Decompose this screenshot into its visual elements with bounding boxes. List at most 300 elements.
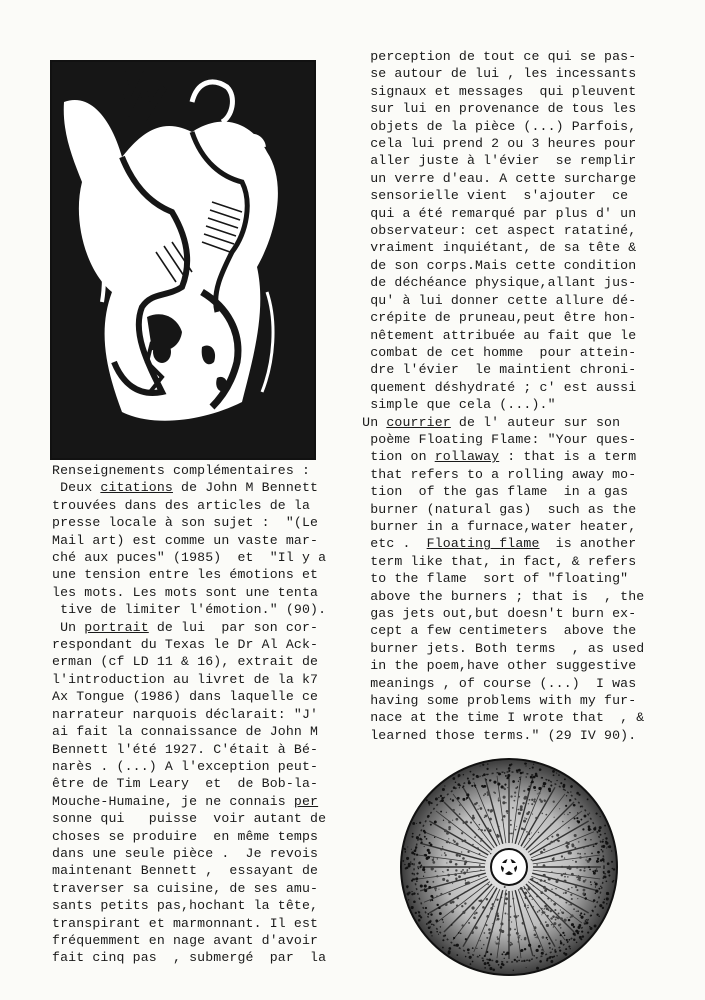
seal-stipple-dot (432, 881, 434, 883)
seal-stipple-dot (446, 812, 447, 813)
seal-stipple-dot (508, 919, 510, 921)
seal-stipple-dot (448, 838, 449, 839)
seal-stipple-dot (477, 847, 479, 849)
seal-stipple-dot (434, 837, 435, 838)
seal-stipple-dot (577, 932, 579, 934)
seal-stipple-dot (533, 800, 535, 802)
seal-stipple-dot (484, 955, 486, 957)
seal-stipple-dot (416, 880, 418, 882)
seal-stipple-dot (508, 940, 510, 942)
seal-stipple-dot (445, 854, 447, 856)
seal-stipple-dot (520, 805, 523, 808)
seal-stipple-dot (598, 888, 600, 890)
seal-stipple-dot (556, 955, 557, 956)
seal-stipple-dot (424, 871, 425, 872)
seal-stipple-dot (572, 860, 573, 861)
seal-stipple-dot (479, 940, 481, 942)
seal-stipple-dot (531, 878, 533, 880)
seal-stipple-dot (569, 939, 571, 941)
seal-stipple-dot (547, 939, 548, 940)
seal-stipple-dot (497, 782, 500, 785)
text-line (52, 810, 337, 827)
text-line (346, 118, 646, 135)
seal-stipple-dot (479, 955, 480, 956)
seal-stipple-dot (441, 797, 443, 799)
seal-stipple-dot (493, 906, 494, 907)
seal-stipple-dot (442, 871, 443, 872)
text-line (346, 535, 646, 552)
seal-stipple-dot (567, 941, 568, 942)
seal-stipple-dot (411, 906, 414, 909)
seal-stipple-dot (435, 890, 437, 892)
text-line (346, 292, 646, 309)
seal-stipple-dot (579, 853, 581, 855)
seal-stipple-dot (592, 870, 594, 872)
seal-stipple-dot (549, 947, 551, 949)
seal-stipple-dot (504, 772, 505, 773)
seal-stipple-dot (431, 924, 433, 926)
seal-stipple-dot (551, 836, 553, 838)
seal-stipple-dot (548, 877, 551, 880)
seal-stipple-dot (424, 836, 426, 838)
seal-stipple-dot (458, 932, 460, 934)
seal-stipple-dot (585, 859, 587, 861)
seal-stipple-dot (570, 903, 572, 905)
seal-stipple-dot (531, 799, 533, 801)
text-line (52, 566, 337, 583)
seal-stipple-dot (564, 876, 566, 878)
seal-stipple-dot (473, 916, 476, 919)
seal-stipple-dot (517, 956, 518, 957)
seal-stipple-dot (567, 846, 568, 847)
seal-stipple-dot (612, 868, 614, 870)
seal-stipple-dot (462, 840, 464, 842)
seal-stipple-dot (576, 942, 578, 944)
seal-stipple-dot (597, 870, 599, 872)
seal-stipple-dot (532, 814, 533, 815)
seal-stipple-dot (608, 846, 610, 848)
seal-stipple-dot (531, 859, 533, 861)
text-line (52, 688, 337, 705)
text-run: qui a été remarqué par plus d' un (346, 205, 637, 221)
seal-stipple-dot (518, 781, 519, 782)
seal-stipple-dot (497, 915, 499, 917)
seal-stipple-dot (472, 844, 474, 846)
seal-stipple-dot (583, 889, 586, 892)
text-line (346, 170, 646, 187)
seal-stipple-dot (421, 841, 423, 843)
seal-stipple-dot (448, 867, 450, 869)
text-line (346, 65, 646, 82)
seal-stipple-dot (590, 927, 593, 930)
seal-stipple-dot (509, 764, 512, 767)
seal-stipple-dot (431, 867, 433, 869)
seal-stipple-dot (540, 851, 543, 854)
seal-stipple-dot (517, 915, 519, 917)
seal-stipple-dot (537, 911, 539, 913)
seal-stipple-dot (549, 956, 552, 959)
seal-stipple-dot (558, 774, 560, 776)
text-line (346, 361, 646, 378)
text-run: sonne qui puisse voir autant de (52, 811, 327, 827)
seal-stipple-dot (532, 899, 533, 900)
seal-stipple-dot (487, 828, 489, 830)
seal-stipple-dot (526, 831, 528, 833)
text-run: transpirant et marmonnant. Il est (52, 915, 319, 931)
seal-stipple-dot (446, 832, 449, 835)
seal-stipple-dot (493, 791, 495, 793)
text-line (52, 741, 337, 758)
seal-stipple-dot (559, 808, 560, 809)
seal-stipple-dot (605, 837, 607, 839)
seal-stipple-dot (531, 832, 532, 833)
seal-stipple-dot (490, 809, 493, 812)
seal-stipple-dot (576, 889, 578, 891)
seal-stipple-dot (498, 964, 500, 966)
seal-stipple-dot (599, 904, 602, 907)
seal-stipple-dot (516, 960, 517, 961)
seal-stipple-dot (514, 792, 516, 794)
seal-stipple-dot (504, 958, 505, 959)
seal-stipple-dot (547, 897, 549, 899)
seal-stipple-dot (565, 953, 568, 956)
seal-stipple-dot (488, 932, 490, 934)
seal-stipple-dot (498, 826, 499, 827)
seal-stipple-dot (481, 829, 483, 831)
text-run: Mouche-Humaine, je ne connais (52, 793, 294, 809)
seal-stipple-dot (585, 879, 587, 881)
seal-stipple-dot (568, 946, 570, 948)
seal-stipple-dot (596, 813, 598, 815)
seal-stipple-dot (489, 779, 491, 781)
seal-stipple-dot (464, 902, 466, 904)
seal-stipple-dot (501, 819, 503, 821)
text-run: sants petits pas,hochant la tête, (52, 898, 319, 914)
seal-stipple-dot (608, 893, 610, 895)
seal-stipple-dot (521, 939, 522, 940)
seal-stipple-dot (510, 942, 512, 944)
seal-stipple-dot (545, 814, 547, 816)
seal-stipple-dot (463, 774, 464, 775)
seal-stipple-dot (484, 967, 486, 969)
seal-stipple-dot (556, 834, 559, 837)
seal-stipple-dot (589, 926, 591, 928)
seal-stipple-dot (471, 931, 474, 934)
seal-stipple-dot (457, 897, 459, 899)
text-run: etc . (346, 536, 427, 552)
seal-stipple-dot (434, 887, 437, 890)
seal-stipple-dot (558, 924, 560, 926)
text-run: une tension entre les émotions et (52, 567, 319, 583)
seal-stipple-dot (565, 790, 566, 791)
text-run: in the poem,have other suggestive (346, 658, 637, 674)
text-run: sensorielle vient s'ajouter ce (346, 188, 629, 204)
seal-stipple-dot (486, 951, 488, 953)
seal-stipple-dot (503, 815, 506, 818)
seal-stipple-dot (451, 924, 453, 926)
seal-stipple-dot (525, 896, 528, 899)
text-run: gas jets out,but doesn't burn ex- (346, 606, 637, 621)
seal-stipple-dot (447, 869, 449, 871)
seal-stipple-dot (461, 832, 463, 834)
seal-stipple-dot (557, 917, 560, 920)
seal-stipple-dot (547, 838, 549, 840)
seal-stipple-dot (584, 839, 586, 841)
seal-stipple-dot (512, 898, 514, 900)
seal-stipple-dot (442, 939, 444, 941)
seal-stipple-dot (406, 857, 409, 860)
seal-stipple-dot (476, 775, 479, 778)
text-run: observateur: cet aspect ratatiné, (346, 223, 637, 239)
seal-stipple-dot (604, 876, 607, 879)
seal-stipple-dot (465, 821, 468, 824)
seal-stipple-dot (455, 782, 457, 784)
seal-stipple-dot (479, 805, 480, 806)
seal-stipple-dot (530, 776, 533, 779)
seal-stipple-dot (427, 856, 430, 859)
seal-stipple-dot (590, 884, 591, 885)
seal-stipple-dot (565, 805, 567, 807)
seal-stipple-dot (476, 802, 478, 804)
seal-stipple-dot (539, 866, 540, 867)
seal-stipple-dot (591, 853, 593, 855)
seal-stipple-dot (544, 905, 547, 908)
seal-stipple-dot (564, 814, 565, 815)
seal-stipple-dot (557, 840, 559, 842)
seal-stipple-dot (428, 801, 431, 804)
seal-stipple-dot (603, 871, 605, 873)
seal-stipple-dot (448, 893, 451, 896)
seal-stipple-dot (527, 905, 528, 906)
seal-stipple-dot (492, 896, 493, 897)
seal-stipple-dot (411, 863, 413, 865)
seal-stipple-dot (443, 871, 444, 872)
seal-stipple-dot (518, 769, 521, 772)
seal-stipple-dot (543, 848, 545, 850)
seal-stipple-dot (424, 884, 427, 887)
seal-stipple-dot (519, 935, 520, 936)
seal-stipple-dot (540, 879, 543, 882)
text-run: perception de tout ce qui se pas- (346, 49, 637, 64)
seal-stipple-dot (412, 873, 414, 875)
text-line (52, 862, 337, 879)
seal-stipple-dot (587, 798, 589, 800)
seal-stipple-dot (462, 869, 464, 871)
text-run: traverser sa cuisine, de ses amu- (52, 880, 319, 896)
seal-stipple-dot (560, 942, 563, 945)
seal-stipple-dot (430, 931, 433, 934)
seal-stipple-dot (424, 888, 425, 889)
seal-stipple-dot (551, 824, 552, 825)
text-run: that refers to a rolling away mo- (346, 466, 637, 482)
seal-stipple-dot (496, 768, 498, 770)
seal-stipple-dot (575, 861, 577, 863)
seal-stipple-dot (481, 948, 482, 949)
text-run: quement déshydraté ; c' est aussi (346, 379, 637, 395)
text-run: dre l'évier le maintient chroni- (346, 362, 637, 378)
seal-stipple-dot (481, 838, 482, 839)
seal-stipple-dot (546, 959, 548, 961)
seal-stipple-dot (544, 889, 547, 892)
seal-stipple-dot (485, 924, 487, 926)
seal-stipple-dot (438, 797, 439, 798)
text-run: de lui par son cor- (148, 619, 319, 635)
seal-stipple-dot (563, 784, 566, 787)
seal-stipple-dot (415, 846, 417, 848)
text-line (346, 327, 646, 344)
seal-stipple-dot (580, 806, 582, 808)
seal-stipple-dot (461, 851, 462, 852)
seal-stipple-dot (539, 798, 541, 800)
seal-stipple-dot (456, 854, 459, 857)
seal-stipple-dot (602, 841, 604, 843)
linocut-figure-image (50, 60, 316, 460)
seal-stipple-dot (520, 772, 523, 775)
seal-stipple-dot (444, 934, 446, 936)
seal-stipple-dot (440, 795, 442, 797)
seal-stipple-dot (522, 772, 523, 773)
seal-stipple-dot (600, 834, 602, 836)
text-line (52, 758, 337, 775)
seal-stipple-dot (606, 848, 607, 849)
text-line (346, 274, 646, 291)
seal-stipple-dot (423, 876, 424, 877)
seal-stipple-dot (539, 960, 542, 963)
seal-stipple-dot (455, 863, 458, 866)
seal-stipple-dot (445, 903, 448, 906)
seal-stipple-dot (553, 903, 556, 906)
seal-stipple-dot (565, 873, 567, 875)
seal-stipple-dot (593, 899, 596, 902)
seal-stipple-dot (410, 861, 411, 862)
seal-stipple-dot (495, 941, 496, 942)
seal-stipple-dot (581, 931, 583, 933)
text-line (346, 640, 646, 657)
radial-seal-image (398, 756, 620, 978)
seal-stipple-dot (576, 911, 577, 912)
text-run: de John M Bennett (172, 480, 319, 496)
text-run: Ax Tongue (1986) dans laquelle ce (52, 689, 319, 705)
text-run: is another (539, 536, 637, 552)
seal-stipple-dot (413, 892, 415, 894)
seal-stipple-dot (441, 848, 443, 850)
seal-stipple-dot (475, 787, 476, 788)
seal-stipple-dot (487, 763, 488, 764)
seal-stipple-dot (404, 851, 406, 853)
text-line (346, 622, 646, 639)
seal-stipple-dot (564, 857, 565, 858)
seal-stipple-dot (431, 935, 432, 936)
seal-stipple-dot (531, 803, 533, 805)
text-run: nace at the time I wrote that , & (346, 710, 645, 726)
seal-stipple-dot (560, 934, 562, 936)
seal-stipple-dot (508, 933, 511, 936)
text-run: fréquemment en nage avant d'avoir (52, 932, 319, 948)
seal-stipple-dot (472, 816, 475, 819)
seal-stipple-dot (468, 781, 471, 784)
seal-stipple-dot (426, 838, 428, 840)
seal-stipple-dot (595, 883, 598, 886)
text-run: cept a few centimeters above the (346, 623, 637, 639)
seal-stipple-dot (533, 906, 534, 907)
seal-stipple-dot (408, 892, 410, 894)
text-run: objets de la pièce (...) Parfois, (346, 118, 637, 134)
seal-stipple-dot (565, 892, 567, 894)
seal-stipple-dot (579, 856, 582, 859)
seal-stipple-dot (430, 824, 432, 826)
text-run: erman (cf LD 11 & 16), extrait de (52, 654, 319, 670)
seal-stipple-dot (504, 802, 505, 803)
seal-stipple-dot (561, 866, 563, 868)
seal-stipple-dot (480, 840, 482, 842)
seal-stipple-dot (556, 879, 559, 882)
seal-stipple-dot (458, 875, 461, 878)
seal-stipple-dot (549, 844, 550, 845)
seal-stipple-dot (585, 921, 588, 924)
seal-stipple-dot (418, 919, 421, 922)
seal-stipple-dot (505, 802, 506, 803)
seal-stipple-dot (510, 820, 512, 822)
seal-stipple-dot (519, 777, 520, 778)
seal-stipple-dot (534, 798, 536, 800)
text-run: de déchéance physique,allant jus- (346, 275, 637, 291)
seal-stipple-dot (418, 868, 420, 870)
text-line (52, 584, 337, 601)
text-run: dans une seule pièce . Je revois (52, 845, 319, 861)
seal-stipple-dot (461, 905, 463, 907)
seal-stipple-dot (534, 930, 535, 931)
seal-stipple-dot (536, 864, 538, 866)
seal-stipple-dot (584, 913, 586, 915)
seal-stipple-dot (420, 867, 421, 868)
seal-stipple-dot (563, 873, 565, 875)
seal-stipple-dot (543, 785, 545, 787)
seal-stipple-dot (476, 948, 477, 949)
seal-stipple-dot (561, 874, 563, 876)
text-line (346, 222, 646, 239)
seal-stipple-dot (554, 817, 555, 818)
seal-stipple-dot (534, 934, 537, 937)
seal-stipple-dot (527, 833, 530, 836)
seal-stipple-dot (487, 962, 490, 965)
seal-stipple-dot (424, 831, 426, 833)
seal-stipple-dot (514, 959, 516, 961)
text-line (52, 549, 337, 566)
seal-stipple-dot (571, 923, 574, 926)
seal-stipple-dot (503, 787, 505, 789)
seal-stipple-dot (469, 956, 472, 959)
seal-stipple-dot (466, 871, 467, 872)
seal-stipple-dot (589, 813, 590, 814)
seal-stipple-dot (566, 939, 568, 941)
seal-stipple-dot (560, 917, 563, 920)
seal-stipple-dot (450, 798, 451, 799)
seal-stipple-dot (594, 925, 597, 928)
seal-stipple-dot (595, 893, 596, 894)
text-line (52, 636, 337, 653)
text-line (346, 692, 646, 709)
seal-stipple-dot (554, 909, 556, 911)
seal-stipple-dot (471, 906, 474, 909)
text-line (346, 152, 646, 169)
seal-stipple-dot (602, 839, 603, 840)
seal-stipple-dot (582, 935, 584, 937)
seal-stipple-dot (580, 938, 582, 940)
text-line (346, 100, 646, 117)
seal-stipple-dot (402, 860, 404, 862)
seal-stipple-dot (536, 936, 538, 938)
seal-stipple-dot (606, 897, 609, 900)
